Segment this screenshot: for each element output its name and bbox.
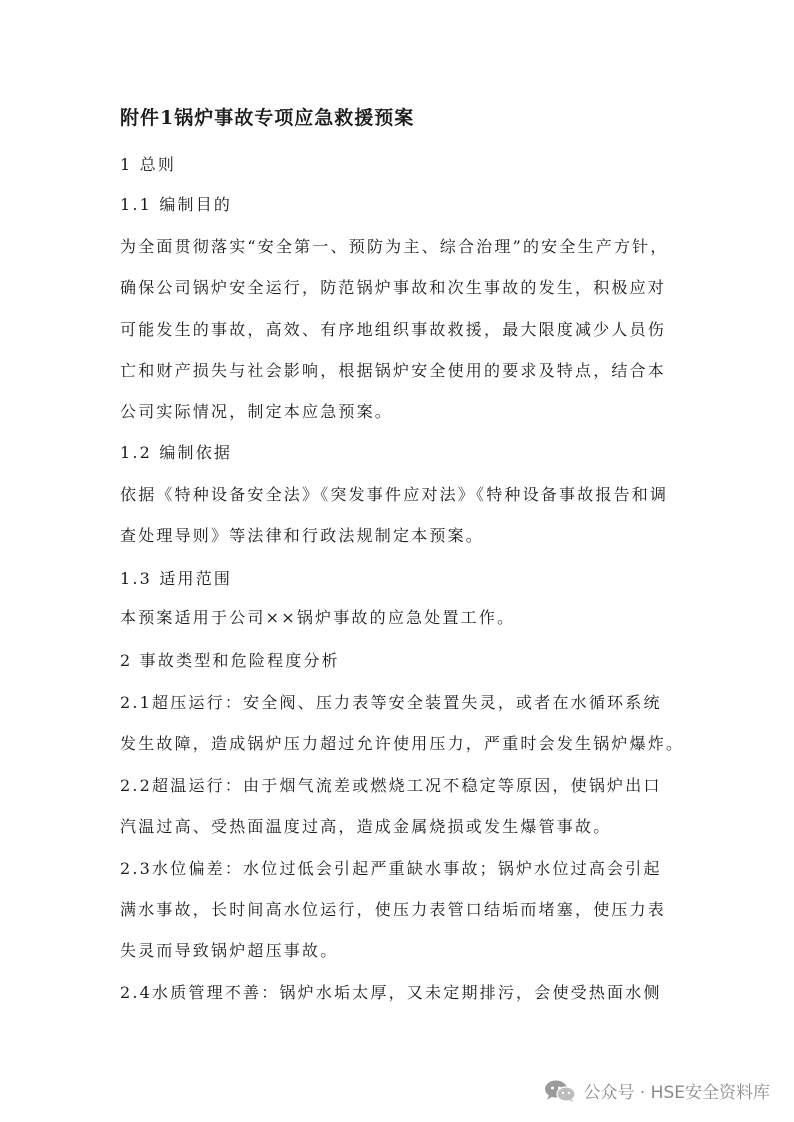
- paragraph-line: 查处理导则》等法律和行政法规制定本预案。: [120, 526, 485, 545]
- paragraph-line: 亡和财产损失与社会影响，根据锅炉安全使用的要求及特点，结合本: [120, 361, 667, 380]
- paragraph-line: 汽温过高、受热面温度过高，造成金属烧损或发生爆管事故。: [120, 817, 612, 836]
- paragraph-line: 确保公司锅炉安全运行，防范锅炉事故和次生事故的发生，积极应对: [120, 278, 667, 297]
- paragraph-line: 公司实际情况，制定本应急预案。: [120, 402, 394, 421]
- paragraph-line: 可能发生的事故，高效、有序地组织事故救援，最大限度减少人员伤: [120, 320, 667, 339]
- subsection-heading: 1.3 适用范围: [120, 569, 233, 588]
- wechat-icon: [543, 1079, 577, 1103]
- paragraph-line: 依据《特种设备安全法》《突发事件应对法》《特种设备事故报告和调: [120, 485, 669, 504]
- paragraph-line: 发生故障，造成锅炉压力超过允许使用压力，严重时会发生锅炉爆炸。: [120, 734, 685, 753]
- document-title: 附件1锅炉事故专项应急救援预案: [120, 107, 415, 129]
- paragraph-line: 2.2超温运行：由于烟气流差或燃烧工况不稳定等原因，使锅炉出口: [120, 776, 662, 795]
- paragraph-line: 2.4水质管理不善：锅炉水垢太厚，又未定期排污，会使受热面水侧: [120, 983, 662, 1002]
- subsection-heading: 1.1 编制目的: [120, 195, 233, 214]
- section-heading: 2 事故类型和危险程度分析: [120, 651, 340, 670]
- paragraph-line: 满水事故，长时间高水位运行，使压力表管口结垢而堵塞，使压力表: [120, 900, 667, 919]
- paragraph-line: 2.3水位偏差：水位过低会引起严重缺水事故；锅炉水位过高会引起: [120, 859, 662, 878]
- paragraph-line: 为全面贯彻落实“安全第一、预防为主、综合治理”的安全生产方针，: [120, 237, 669, 256]
- paragraph-line: 失灵而导致锅炉超压事故。: [120, 941, 339, 960]
- subsection-heading: 1.2 编制依据: [120, 443, 233, 462]
- watermark-text: 公众号 · HSE安全资料库: [583, 1083, 770, 1103]
- paragraph-line: 本预案适用于公司××锅炉事故的应急处置工作。: [120, 608, 516, 627]
- section-heading: 1 总则: [120, 155, 177, 174]
- paragraph-line: 2.1超压运行：安全阀、压力表等安全装置失灵，或者在水循环系统: [120, 693, 662, 712]
- watermark: [543, 1078, 770, 1103]
